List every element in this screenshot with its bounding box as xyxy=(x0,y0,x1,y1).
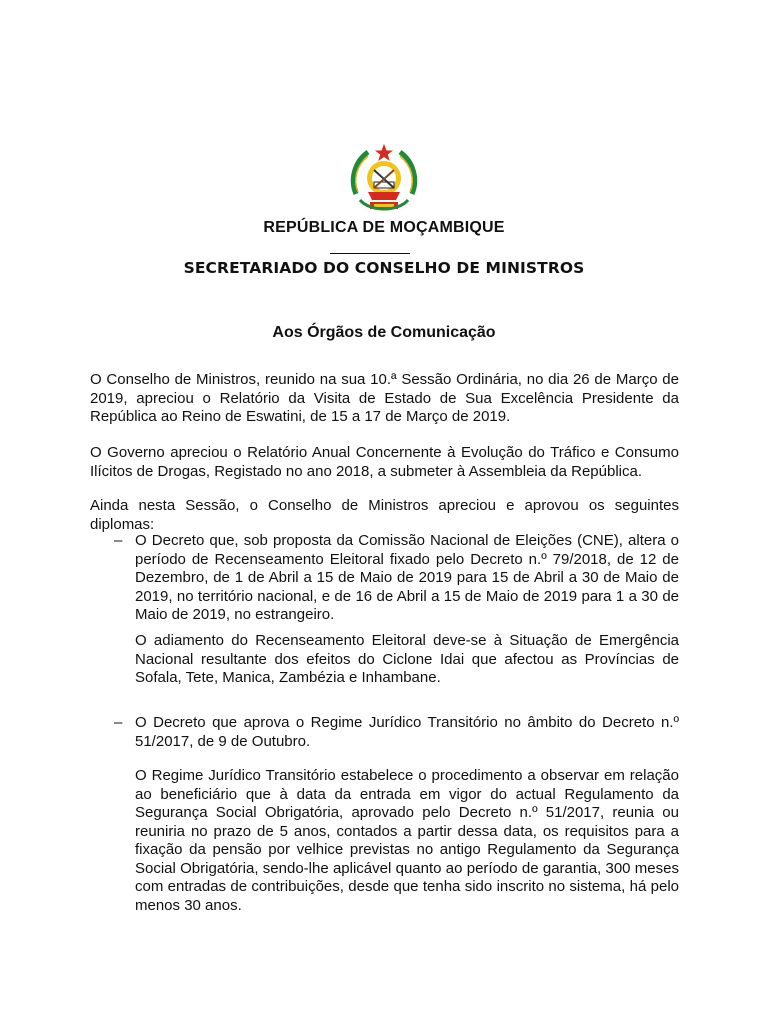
secretariat-title: SECRETARIADO DO CONSELHO DE MINISTROS xyxy=(183,259,585,277)
republic-title: REPÚBLICA DE MOÇAMBIQUE xyxy=(263,219,505,236)
list-item-decree-regime: O Decreto que aprova o Regime Jurídico Transitório no âmbito do Decreto n.º 51/2017, de 9 de Outubro. xyxy=(135,714,679,750)
title-underline xyxy=(330,253,410,254)
list-bullet: – xyxy=(114,714,123,731)
list-item-decree-census: O Decreto que, sob proposta da Comissão Nacional de Eleições (CNE), altera o período de Recenseamento Eleitoral fixado pelo Decreto n.º 79/2018, de 12 de Dezembro, de 1 de Abril a 15 de Maio de 2019 para 15 de Abril a 30 de Maio de 2019, no território nacional, e de 16 de Abril a 15 de Maio de 2019 para 1 a 30 de Maio de 2019, no estrangeiro. xyxy=(135,532,679,623)
list-item-note-census: O adiamento do Recenseamento Eleitoral deve-se à Situação de Emergência Nacional resultante dos efeitos do Ciclone Idai que afectou as Províncias de Sofala, Tete, Manica, Zambézia e Inhambane. xyxy=(135,632,679,686)
coat-of-arms-icon xyxy=(346,142,422,218)
list-bullet: – xyxy=(114,532,123,549)
document-heading: Aos Órgãos de Comunicação xyxy=(272,324,496,341)
paragraph-diplomas-intro: Ainda nesta Sessão, o Conselho de Ministros apreciou e aprovou os seguintes diplomas: xyxy=(90,497,679,533)
list-item-note-regime: O Regime Jurídico Transitório estabelece o procedimento a observar em relação ao beneficiário que à data da entrada em vigor do actual Regulamento da Segurança Social Obrigatória, aprovado pelo Decreto n.º 51/2017, reunia ou reuniria no prazo de 5 anos, contados a partir dessa data, os requisitos para a fixação da pensão por velhice previstas no antigo Regulamento da Segurança Social Obrigatória, sendo-lhe aplicável quanto ao período de garantia, 300 meses com entradas de contribuições, desde que tenha sido inscrito no sistema, há pelo menos 30 anos. xyxy=(135,767,679,914)
paragraph-session: O Conselho de Ministros, reunido na sua 10.ª Sessão Ordinária, no dia 26 de Março de 2019, apreciou o Relatório da Visita de Estado de Sua Excelência Presidente da República ao Reino de Eswatini, de 15 a 17 de Março de 2019. xyxy=(90,371,679,425)
paragraph-drugs-report: O Governo apreciou o Relatório Anual Concernente à Evolução do Tráfico e Consumo Ilícitos de Drogas, Registado no ano 2018, a submeter à Assembleia da República. xyxy=(90,444,679,480)
